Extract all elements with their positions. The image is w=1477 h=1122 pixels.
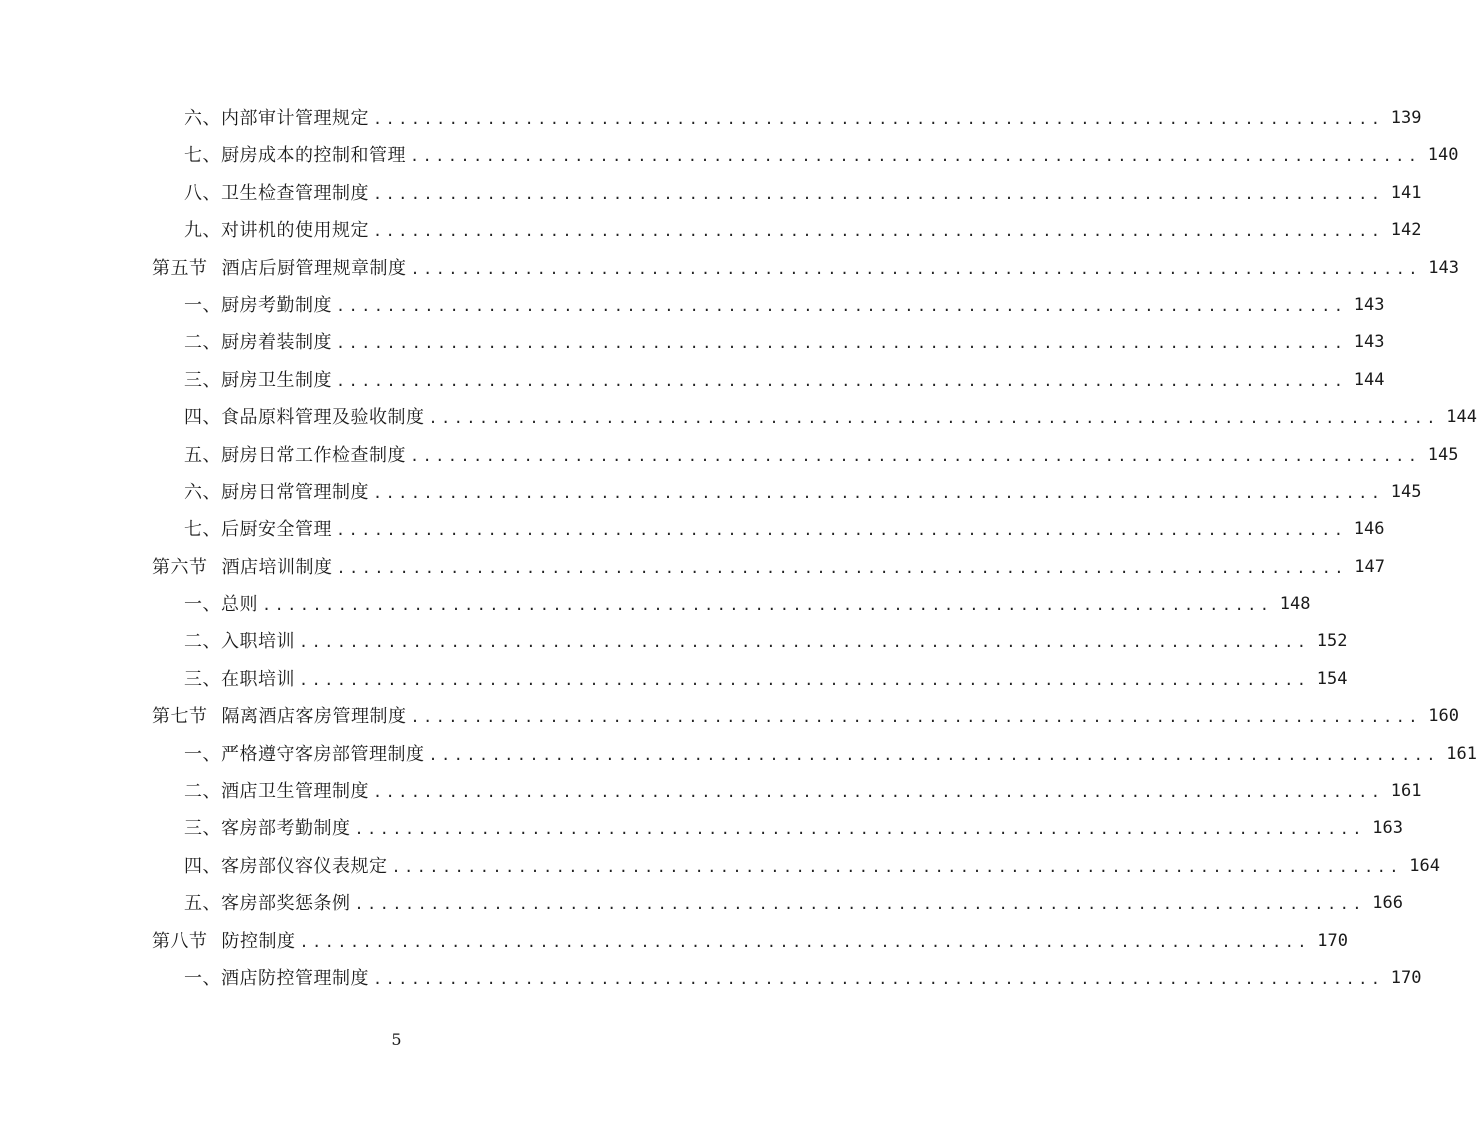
toc-dot-leader: ................................................................................ xyxy=(410,708,1421,727)
toc-entry-number: 一、 xyxy=(184,594,221,616)
toc-entry-number: 三、 xyxy=(184,369,221,391)
toc-subsection-entry[interactable] xyxy=(0,810,1403,847)
toc-entry-text: 隔离酒店客房管理制度 xyxy=(221,706,407,728)
toc-entry-number: 六、 xyxy=(184,108,221,129)
toc-entry-title xyxy=(184,100,369,137)
toc-entry-line xyxy=(184,474,1422,511)
toc-subsection-entry[interactable] xyxy=(0,437,1459,474)
toc-entry-page: 164 xyxy=(1409,855,1440,876)
toc-entry-number: 九、 xyxy=(184,220,221,242)
toc-entry-text: 防控制度 xyxy=(221,930,296,952)
toc-entry-page: 143 xyxy=(1353,294,1385,315)
toc-entry-page: 145 xyxy=(1427,444,1459,465)
toc-entry-line xyxy=(184,773,1422,810)
toc-entry-line xyxy=(184,437,1459,474)
toc-entry-text: 入职培训 xyxy=(221,631,295,653)
toc-entry-line xyxy=(184,586,1311,623)
toc-section-entry[interactable] xyxy=(0,250,1459,287)
toc-entry-title xyxy=(184,773,369,810)
toc-entry-line xyxy=(184,362,1385,399)
toc-subsection-entry[interactable] xyxy=(0,736,1477,773)
toc-entry-title xyxy=(184,661,295,698)
toc-entry-text: 卫生检查管理制度 xyxy=(221,182,369,204)
toc-entry-text: 在职培训 xyxy=(221,668,295,690)
toc-entry-page: 170 xyxy=(1317,930,1348,951)
toc-subsection-entry[interactable] xyxy=(0,287,1385,324)
toc-entry-number: 七、 xyxy=(184,145,221,167)
toc-entry-text: 内部审计管理规定 xyxy=(221,108,369,129)
toc-entry-page: 144 xyxy=(1446,407,1477,428)
toc-entry-number: 一、 xyxy=(184,967,221,989)
toc-entry-line xyxy=(184,960,1422,997)
toc-entry-page: 143 xyxy=(1428,257,1459,278)
toc-entry-page: 141 xyxy=(1390,182,1422,203)
toc-entry-page: 146 xyxy=(1353,519,1385,540)
toc-entry-title xyxy=(184,960,369,997)
toc-entry-line xyxy=(152,549,1385,586)
toc-entry-title xyxy=(184,623,295,660)
toc-entry-number: 第五节 xyxy=(152,257,208,279)
toc-subsection-entry[interactable] xyxy=(0,773,1422,810)
toc-entry-text: 酒店防控管理制度 xyxy=(221,967,369,989)
toc-entry-page: 142 xyxy=(1390,220,1422,241)
toc-entry-text: 厨房日常管理制度 xyxy=(221,481,369,503)
toc-entry-text: 后厨安全管理 xyxy=(221,519,332,541)
toc-dot-leader: ................................................................................ xyxy=(299,633,1310,652)
toc-subsection-entry[interactable] xyxy=(0,511,1385,548)
toc-entry-page: 160 xyxy=(1428,706,1459,727)
toc-dot-leader: ................................................................................ xyxy=(373,222,1384,241)
toc-dot-leader: ................................................................................ xyxy=(410,446,1421,465)
toc-entry-line xyxy=(152,698,1459,735)
toc-entry-title xyxy=(184,175,369,212)
toc-entry-page: 147 xyxy=(1354,556,1385,577)
toc-entry-page: 145 xyxy=(1390,481,1422,502)
toc-dot-leader: ................................................................................ xyxy=(336,334,1347,353)
toc-dot-leader: ................................................................................ xyxy=(373,110,1384,128)
toc-dot-leader: ................................................................................ xyxy=(336,296,1347,315)
toc-section-entry[interactable] xyxy=(0,698,1459,735)
toc-entry-title xyxy=(184,137,406,174)
toc-entry-line xyxy=(184,511,1385,548)
toc-entry-line xyxy=(184,175,1422,212)
toc-entry-number: 八、 xyxy=(184,182,221,204)
toc-dot-leader: ................................................................................ xyxy=(428,745,1439,764)
toc-subsection-entry[interactable] xyxy=(0,399,1477,436)
toc-entry-page: 139 xyxy=(1390,108,1422,128)
toc-entry-page: 163 xyxy=(1372,818,1403,839)
toc-entry-number: 五、 xyxy=(184,444,221,466)
toc-dot-leader: ................................................................................ xyxy=(354,820,1365,839)
toc-dot-leader: ................................................................................ xyxy=(336,558,1347,577)
toc-entry-line xyxy=(152,250,1459,287)
toc-entry-line xyxy=(184,623,1348,660)
toc-entry-text: 客房部仪容仪表规定 xyxy=(221,855,388,877)
toc-entry-page: 170 xyxy=(1390,967,1422,988)
toc-entry-title xyxy=(184,287,332,324)
toc-dot-leader: ................................................................................ xyxy=(373,783,1384,802)
toc-entry-line xyxy=(184,661,1348,698)
toc-entry-page: 148 xyxy=(1279,594,1311,615)
toc-entry-title xyxy=(184,212,369,249)
toc-entry-number: 五、 xyxy=(184,893,221,915)
toc-entry-number: 七、 xyxy=(184,519,221,541)
toc-entry-text: 厨房着装制度 xyxy=(221,332,332,354)
toc-entry-page: 143 xyxy=(1353,332,1385,353)
toc-entry-title xyxy=(184,810,351,847)
toc-subsection-entry[interactable] xyxy=(0,212,1422,249)
toc-subsection-entry[interactable] xyxy=(0,100,1422,137)
toc-entry-line xyxy=(184,137,1459,174)
toc-entry-number: 一、 xyxy=(184,743,221,765)
toc-entry-number: 第八节 xyxy=(152,930,208,952)
toc-dot-leader: ................................................................................ xyxy=(262,596,1273,615)
toc-entry-text: 总则 xyxy=(221,594,258,616)
toc-subsection-entry[interactable] xyxy=(0,137,1459,174)
toc-dot-leader: ................................................................................ xyxy=(373,483,1384,502)
toc-entry-line xyxy=(184,848,1440,885)
toc-section-entry[interactable] xyxy=(0,549,1385,586)
toc-entry-text: 对讲机的使用规定 xyxy=(221,220,369,242)
toc-entry-line xyxy=(184,885,1403,922)
toc-entry-number: 二、 xyxy=(184,631,221,653)
toc-entry-number: 三、 xyxy=(184,818,221,840)
toc-subsection-entry[interactable] xyxy=(0,362,1385,399)
toc-entry-text: 厨房考勤制度 xyxy=(221,294,332,316)
toc-dot-leader: ................................................................................ xyxy=(410,259,1421,278)
toc-entry-title xyxy=(184,437,406,474)
toc-subsection-entry[interactable] xyxy=(0,661,1348,698)
toc-subsection-entry[interactable] xyxy=(0,175,1422,212)
toc-subsection-entry[interactable] xyxy=(0,474,1422,511)
toc-subsection-entry[interactable] xyxy=(0,848,1440,885)
toc-entry-page: 154 xyxy=(1316,668,1348,689)
toc-dot-leader: ................................................................................ xyxy=(373,184,1384,203)
toc-entry-title xyxy=(184,474,369,511)
toc-entry-number: 二、 xyxy=(184,332,221,354)
toc-entry-line xyxy=(184,324,1385,361)
toc-entry-number: 二、 xyxy=(184,781,221,803)
toc-dot-leader: ................................................................................ xyxy=(299,932,1310,951)
toc-entry-text: 客房部考勤制度 xyxy=(221,818,351,840)
toc-entry-number: 三、 xyxy=(184,668,221,690)
toc-entry-line xyxy=(184,212,1422,249)
page-number: 5 xyxy=(391,1030,402,1049)
toc-subsection-entry[interactable] xyxy=(0,885,1403,922)
toc-entry-line xyxy=(184,287,1385,324)
toc-entry-title xyxy=(152,250,407,287)
toc-dot-leader: ................................................................................ xyxy=(373,969,1384,988)
toc-entry-title xyxy=(152,923,296,960)
toc-entry-line xyxy=(184,399,1477,436)
toc-entry-title xyxy=(184,848,388,885)
toc-entry-page: 140 xyxy=(1427,145,1459,166)
toc-entry-title xyxy=(184,586,258,623)
toc-entry-text: 客房部奖惩条例 xyxy=(221,893,351,915)
toc-entry-text: 酒店卫生管理制度 xyxy=(221,781,369,803)
toc-entry-page: 144 xyxy=(1353,369,1385,390)
toc-dot-leader: ................................................................................ xyxy=(391,857,1402,876)
toc-entry-line xyxy=(184,810,1403,847)
table-of-contents xyxy=(0,100,1477,997)
toc-entry-title xyxy=(184,399,425,436)
toc-subsection-entry[interactable] xyxy=(0,623,1348,660)
toc-entry-title xyxy=(184,362,332,399)
toc-entry-page: 161 xyxy=(1390,781,1422,802)
toc-section-entry[interactable] xyxy=(0,923,1348,960)
toc-entry-text: 厨房日常工作检查制度 xyxy=(221,444,406,466)
toc-entry-number: 第七节 xyxy=(152,706,208,728)
toc-entry-page: 161 xyxy=(1446,743,1477,764)
toc-entry-number: 四、 xyxy=(184,407,221,429)
toc-subsection-entry[interactable] xyxy=(0,586,1311,623)
toc-entry-title xyxy=(152,549,333,586)
toc-entry-text: 严格遵守客房部管理制度 xyxy=(221,743,425,765)
toc-entry-title xyxy=(184,511,332,548)
toc-entry-line xyxy=(184,736,1477,773)
toc-entry-number: 一、 xyxy=(184,294,221,316)
toc-entry-line xyxy=(184,100,1422,137)
toc-entry-text: 厨房成本的控制和管理 xyxy=(221,145,406,167)
toc-entry-title xyxy=(184,324,332,361)
toc-entry-title xyxy=(152,698,407,735)
toc-dot-leader: ................................................................................ xyxy=(336,371,1347,390)
toc-entry-text: 食品原料管理及验收制度 xyxy=(221,407,425,429)
toc-entry-page: 152 xyxy=(1316,631,1348,652)
toc-dot-leader: ................................................................................ xyxy=(336,521,1347,540)
toc-subsection-entry[interactable] xyxy=(0,324,1385,361)
toc-entry-number: 第六节 xyxy=(152,556,208,578)
toc-dot-leader: ................................................................................ xyxy=(354,895,1365,914)
toc-entry-title xyxy=(184,736,425,773)
toc-dot-leader: ................................................................................ xyxy=(410,147,1421,166)
toc-entry-line xyxy=(152,923,1348,960)
toc-dot-leader: ................................................................................ xyxy=(299,670,1310,689)
toc-entry-text: 酒店培训制度 xyxy=(221,556,333,578)
toc-entry-number: 六、 xyxy=(184,481,221,503)
toc-entry-text: 酒店后厨管理规章制度 xyxy=(221,257,407,279)
toc-entry-text: 厨房卫生制度 xyxy=(221,369,332,391)
toc-subsection-entry[interactable] xyxy=(0,960,1422,997)
toc-entry-page: 166 xyxy=(1372,893,1403,914)
toc-dot-leader: ................................................................................ xyxy=(428,409,1439,428)
toc-entry-number: 四、 xyxy=(184,855,221,877)
toc-entry-title xyxy=(184,885,351,922)
